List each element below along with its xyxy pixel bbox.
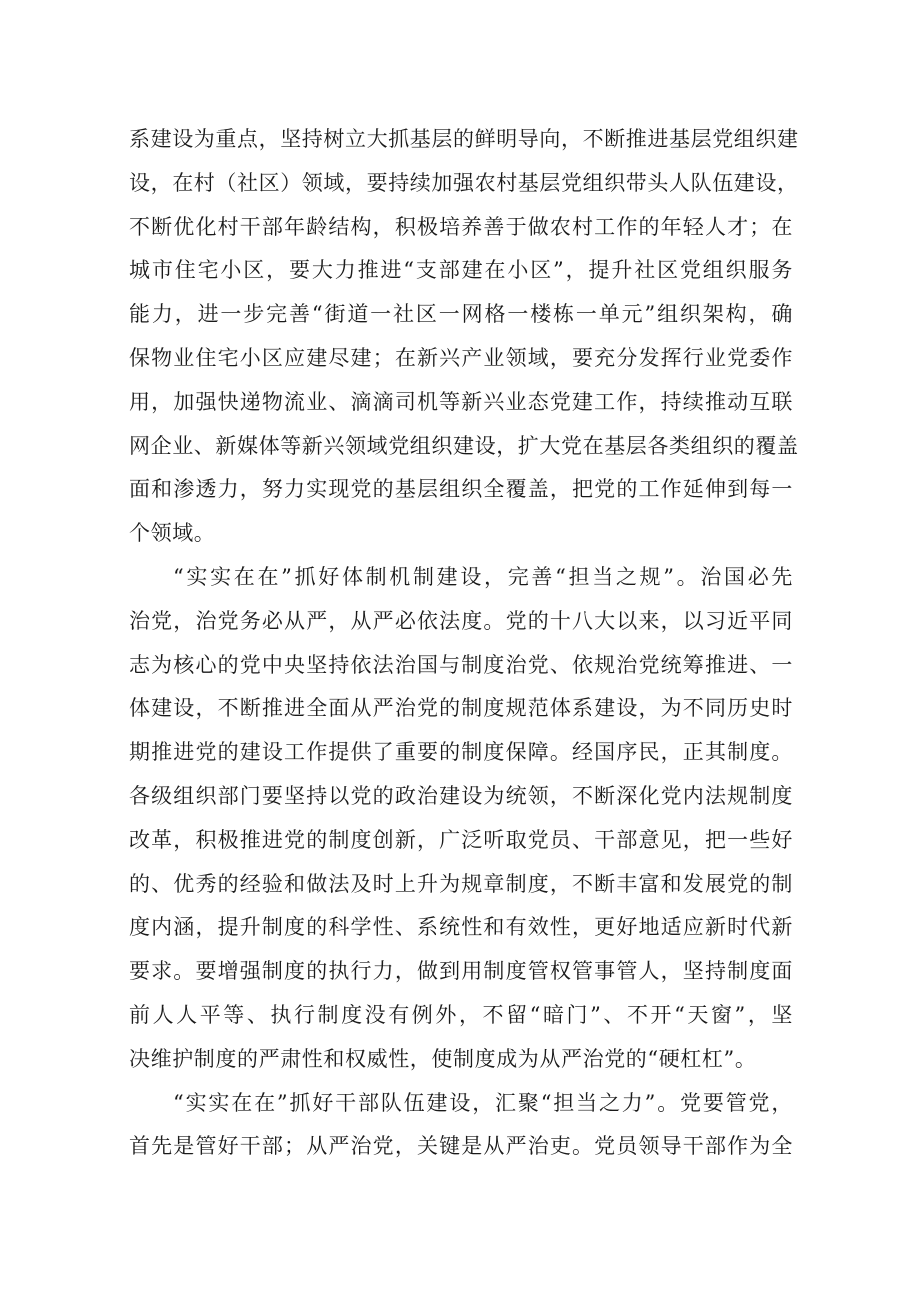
text-line: 能力，进一步完善“街道一社区一网格一楼栋一单元”组织架构，确 (129, 302, 793, 327)
text-line: 设，在村（社区）领域，要持续加强农村基层党组织带头人队伍建设， (129, 170, 799, 195)
text-line: 面和渗透力，努力实现党的基层组织全覆盖，把党的工作延伸到每一 (129, 477, 793, 502)
text-line: 期推进党的建设工作提供了重要的制度保障。经国序民，正其制度。 (129, 740, 793, 765)
text-line: 网企业、新媒体等新兴领域党组织建设，扩大党在基层各类组织的覆盖 (129, 433, 799, 458)
text-line: 个领域。 (129, 521, 216, 546)
text-line: 体建设，不断推进全面从严治党的制度规范体系建设，为不同历史时 (129, 696, 793, 721)
text-line: 改革，积极推进党的制度创新，广泛听取党员、干部意见，把一些好 (129, 827, 793, 852)
text-line: 的、优秀的经验和做法及时上升为规章制度，不断丰富和发展党的制 (129, 871, 793, 896)
text-line: 城市住宅小区，要大力推进“支部建在小区”，提升社区党组织服务 (129, 258, 793, 283)
text-line: “实实在在”抓好干部队伍建设，汇聚“担当之力”。党要管党， (173, 1090, 793, 1115)
text-line: 首先是管好干部；从严治党，关键是从严治吏。党员领导干部作为全 (129, 1134, 793, 1159)
text-line: 前人人平等、执行制度没有例外，不留“暗门”、不开“天窗”，坚 (129, 1002, 793, 1027)
text-line: 各级组织部门要坚持以党的政治建设为统领，不断深化党内法规制度 (129, 783, 793, 808)
text-line: 决维护制度的严肃性和权威性，使制度成为从严治党的“硬杠杠”。 (129, 1046, 757, 1071)
text-line: 要求。要增强制度的执行力，做到用制度管权管事管人，坚持制度面 (129, 959, 793, 984)
text-line: 保物业住宅小区应建尽建；在新兴产业领域，要充分发挥行业党委作 (129, 345, 793, 370)
body-text (129, 118, 799, 1169)
text-line: 不断优化村干部年龄结构，积极培养善于做农村工作的年轻人才；在 (129, 214, 793, 239)
text-line: 用，加强快递物流业、滴滴司机等新兴业态党建工作，持续推动互联 (129, 389, 793, 414)
text-line: “实实在在”抓好体制机制建设，完善“担当之规”。治国必先 (173, 564, 793, 589)
text-line: 治党，治党务必从严，从严必依法度。党的十八大以来，以习近平同 (129, 608, 793, 633)
text-line: 系建设为重点，坚持树立大抓基层的鲜明导向，不断推进基层党组织建 (129, 127, 799, 151)
text-line: 志为核心的党中央坚持依法治国与制度治党、依规治党统筹推进、一 (129, 652, 793, 677)
text-line: 度内涵，提升制度的科学性、系统性和有效性，更好地适应新时代新 (129, 915, 793, 940)
